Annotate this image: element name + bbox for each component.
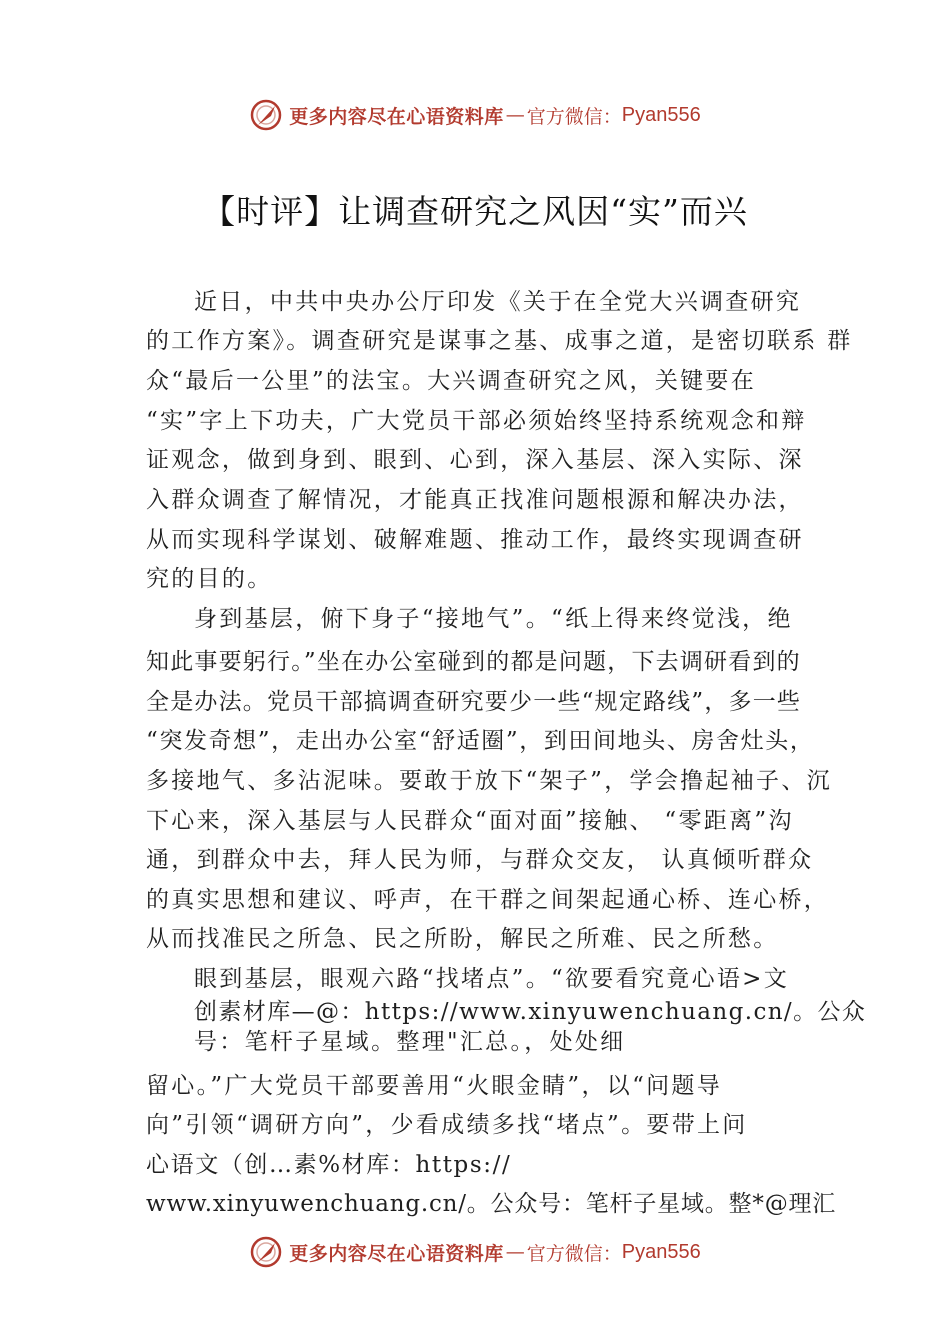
body-line: 号：笔杆子星域。整理"汇总。，处处细 [194, 1029, 626, 1055]
article-title: 【时评】让调查研究之风因“实”而兴 [202, 192, 748, 231]
banner-brand-text: 更多内容尽在心语资料库 [289, 1242, 504, 1265]
header-banner [0, 95, 950, 135]
body-line: 创素材库—@：https://www.xinyuwenchuang.cn/。公众 [194, 999, 867, 1025]
body-line: 证观念，做到身到、眼到、心到，深入基层、深入实际、深 [146, 447, 804, 473]
body-line: 究的目的。 [146, 566, 273, 592]
body-line: 入群众调查了解情况，才能真正找准问题根源和解决办法， [146, 487, 804, 513]
body-line: 全是办法。党员干部搞调查研究要少一些“规定路线”，多一些 [146, 689, 802, 715]
body-line: www.xinyuwenchuang.cn/。公众号：笔杆子星域。整*@理汇 [146, 1191, 837, 1217]
banner-wechat-label: 官方微信： [526, 105, 622, 128]
banner-separator: — [505, 1241, 525, 1263]
banner-separator: — [505, 104, 525, 126]
body-line: 的真实思想和建议、呼声，在干群之间架起通心桥、连心桥， [146, 887, 830, 913]
footer-banner [0, 1232, 950, 1272]
body-line: 多接地气、多沾泥味。要敢于放下“架子”，学会撸起袖子、沉 [146, 768, 832, 794]
body-line: 知此事要躬行。”坐在办公室碰到的都是问题，下去调研看到的 [146, 649, 801, 675]
body-line: 眼到基层，眼观六路“找堵点”。“欲要看究竟心语>文 [194, 966, 790, 992]
body-line: 留心。”广大党员干部要善用“火眼金睛”，以“问题导 [146, 1073, 723, 1099]
quill-logo-icon [249, 98, 283, 132]
body-line: 向”引领“调研方向”，少看成绩多找“堵点”。要带上问 [146, 1112, 748, 1138]
body-line: 下心来，深入基层与人民群众“面对面”接触、 “零距离”沟 [146, 808, 794, 834]
body-line: “突发奇想”，走出办公室“舒适圈”，到田间地头、房舍灶头， [146, 728, 815, 754]
body-line: 众“最后一公里”的法宝。大兴调查研究之风，关键要在 [146, 368, 757, 394]
body-line: “实”字上下功夫，广大党员干部必须始终坚持系统观念和辩 [146, 408, 807, 434]
body-line: 身到基层，俯下身子“接地气”。“纸上得来终觉浅，绝 [194, 606, 793, 632]
body-line: 的工作方案》。调查研究是谋事之基、成事之道，是密切联系 群 [146, 328, 853, 354]
body-line: 从而实现科学谋划、破解难题、推动工作，最终实现调查研 [146, 527, 804, 553]
body-line: 从而找准民之所急、民之所盼，解民之所难、民之所愁。 [146, 926, 779, 952]
banner-wechat-id: Pyan556 [621, 1240, 701, 1263]
banner-wechat-label: 官方微信： [526, 1242, 622, 1265]
banner-wechat-id: Pyan556 [621, 103, 701, 126]
body-line: 近日，中共中央办公厅印发《关于在全党大兴调查研究 [194, 289, 802, 315]
banner-brand-text: 更多内容尽在心语资料库 [289, 105, 504, 128]
quill-logo-icon [249, 1235, 283, 1269]
body-line: 心语文（创…素%材库：https:// [146, 1152, 512, 1178]
body-line: 通，到群众中去，拜人民为师，与群众交友， 认真倾听群众 [146, 847, 814, 873]
